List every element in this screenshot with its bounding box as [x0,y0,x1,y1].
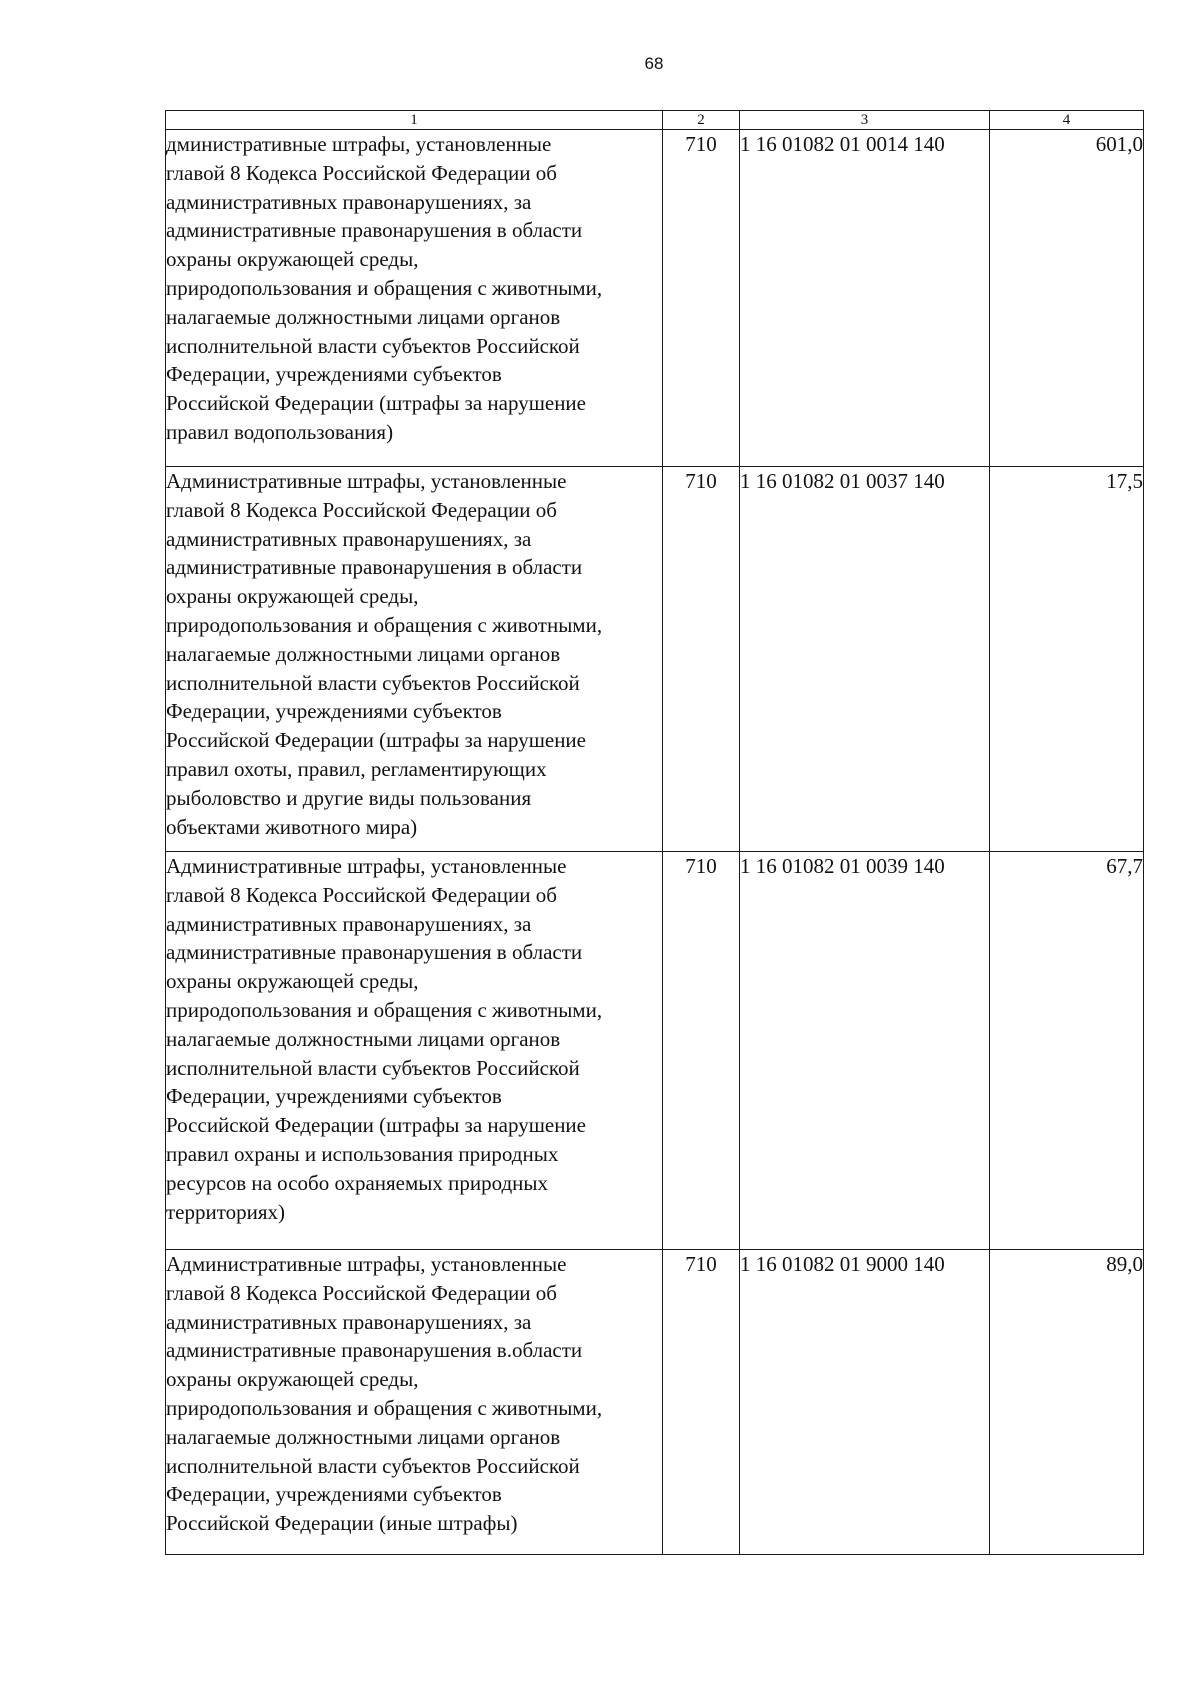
admin-code-cell: 710 [663,852,740,1250]
description-line: главой 8 Кодекса Российской Федерации об [166,882,557,907]
budget-code-cell: 1 16 01082 01 0014 140 [740,130,990,467]
description-line: административных правонарушениях, за [166,1309,532,1334]
description-line: главой 8 Кодекса Российской Федерации об [166,160,557,185]
description-line: охраны окружающей среды, [166,1367,419,1392]
description-line: правил водопользования) [166,419,394,444]
admin-code-cell: 710 [663,130,740,467]
description-cell [166,130,663,467]
description-line: главой 8 Кодекса Российской Федерации об [166,1280,557,1305]
description-line: Российской Федерации (штрафы за нарушение [166,1113,586,1138]
description-line: административных правонарушениях, за [166,189,532,214]
budget-code-cell: 1 16 01082 01 0039 140 [740,852,990,1250]
header-row [166,111,1144,130]
page-number: 68 [644,54,664,73]
amount-cell: 67,7 [990,852,1144,1250]
fines-table [165,110,1144,1555]
budget-code-cell: 1 16 01082 01 0037 140 [740,467,990,852]
description-line: налагаемые должностными лицами органов [166,1026,561,1051]
description-line: Федерации, учреждениями субъектов [166,699,502,724]
table-row [166,1250,1144,1555]
description-line: административные правонарушения в области [166,940,583,965]
description-line: охраны окружающей среды, [166,584,419,609]
description-line: административные правонарушения в.области [166,1338,583,1363]
description-line: Федерации, учреждениями субъектов [166,1084,502,1109]
description-line: Административные штрафы, установленные [166,854,567,878]
description-line: налагаемые должностными лицами органов [166,641,561,666]
description-line: природопользования и обращения с животными, [166,275,603,300]
description-line: административные правонарушения в области [166,218,583,243]
description-line: правил охраны и использования природных [166,1141,559,1166]
description-line: рыболовство и другие виды пользования [166,785,532,810]
description-line: Административные штрафы, установленные [166,1252,567,1276]
description-line: Федерации, учреждениями субъектов [166,362,502,387]
description-line: исполнительной власти субъектов Российской [166,670,580,695]
description-line: дминистративные штрафы, установленные [166,132,552,156]
table-row [166,130,1144,467]
description-line: ресурсов на особо охраняемых природных [166,1170,549,1195]
description-line: природопользования и обращения с животными, [166,612,603,637]
description-line: административные правонарушения в области [166,555,583,580]
table-row [166,467,1144,852]
table-row [166,852,1144,1250]
description-line: объектами животного мира) [166,814,418,839]
header-col-4: 4 [990,111,1144,130]
description-line: Российской Федерации (штрафы за нарушение [166,391,586,416]
header-col-1: 1 [166,111,663,130]
description-cell [166,852,663,1250]
header-col-2: 2 [663,111,740,130]
description-cell [166,1250,663,1555]
header-col-3: 3 [740,111,990,130]
description-line: исполнительной власти субъектов Российской [166,333,580,358]
amount-cell: 601,0 [990,130,1144,467]
admin-code-cell: 710 [663,467,740,852]
description-line: охраны окружающей среды, [166,969,419,994]
description-cell [166,467,663,852]
admin-code-cell: 710 [663,1250,740,1555]
description-line: Административные штрафы, установленные [166,469,567,493]
description-line: налагаемые должностными лицами органов [166,304,561,329]
table-header [166,111,1144,130]
description-line: правил охоты, правил, регламентирующих [166,756,547,781]
budget-code-cell: 1 16 01082 01 9000 140 [740,1250,990,1555]
amount-cell: 89,0 [990,1250,1144,1555]
description-line: исполнительной власти субъектов Российской [166,1055,580,1080]
description-line: природопользования и обращения с животными, [166,997,603,1022]
description-line: административных правонарушениях, за [166,526,532,551]
description-line: административных правонарушениях, за [166,911,532,936]
description-line: налагаемые должностными лицами органов [166,1424,561,1449]
description-line: исполнительной власти субъектов Российской [166,1453,580,1478]
description-line: территориях) [166,1199,286,1224]
description-line: природопользования и обращения с животными, [166,1395,603,1420]
amount-cell: 17,5 [990,467,1144,852]
description-line: охраны окружающей среды, [166,247,419,272]
description-line: Федерации, учреждениями субъектов [166,1482,502,1507]
description-line: главой 8 Кодекса Российской Федерации об [166,497,557,522]
description-line: Российской Федерации (штрафы за нарушение [166,728,586,753]
description-line: Российской Федерации (иные штрафы) [166,1511,518,1536]
